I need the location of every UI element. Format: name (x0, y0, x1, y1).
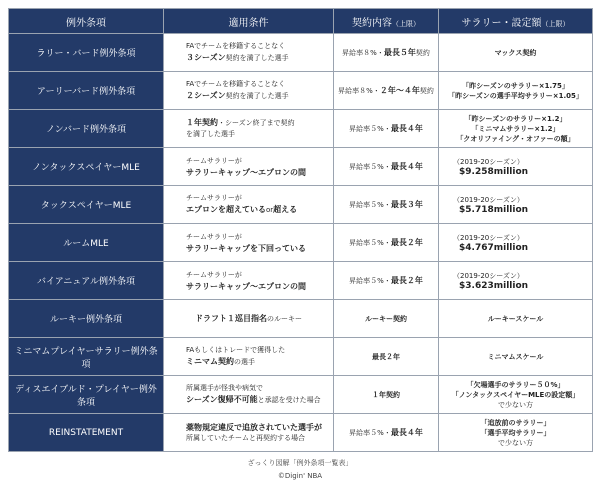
condition-line (186, 52, 330, 64)
condition-emphasis: ３シーズン (186, 53, 226, 62)
salary-line: 「欠場選手のサラリー５０%」 (466, 380, 565, 389)
salary-cell: マックス契約 (439, 34, 593, 72)
header-contract-note: （上限） (392, 19, 420, 28)
contract-cell (334, 72, 439, 110)
contract-cell (334, 34, 439, 72)
condition-emphasis: １年契約 (186, 118, 218, 127)
salary-amount: $4.767million (459, 242, 529, 253)
exception-name: ディスエイブルド・プレイヤー例外条項 (9, 376, 164, 414)
condition-cell (164, 34, 334, 72)
condition-cell (164, 300, 334, 338)
table-row (9, 338, 593, 376)
condition-cell (164, 72, 334, 110)
salary-line: 「選手平均サラリー」 (480, 428, 551, 437)
condition-line (186, 90, 330, 102)
exception-name: ルーキー例外条項 (9, 300, 164, 338)
salary-line: 「クオリファイング・オファーの額」 (456, 134, 575, 143)
exception-name: タックスペイヤーMLE (9, 186, 164, 224)
contract-text: 昇給率５%・ (349, 429, 391, 437)
condition-line: チームサラリーが (186, 156, 242, 165)
salary-cell: ミニマムスケール (439, 338, 593, 376)
contract-cell (334, 148, 439, 186)
exception-name: ラリー・バード例外条項 (9, 34, 164, 72)
contract-emphasis: 最長４年 (390, 428, 423, 437)
condition-text: のルーキー (267, 314, 302, 323)
header-exception-label: 例外条項 (66, 17, 106, 29)
table-row (9, 72, 593, 110)
footer-credit: ©Digin' NBA (277, 472, 323, 480)
exception-name: ノンバード例外条項 (9, 110, 164, 148)
condition-cell (164, 110, 334, 148)
contract-cell (334, 110, 439, 148)
condition-emphasis: サラリーキャップ〜エプロンの間 (186, 167, 306, 177)
salary-cell (439, 224, 593, 262)
exception-name: バイアニュアル例外条項 (9, 262, 164, 300)
contract-cell (334, 224, 439, 262)
condition-text: 契約を満了した選手 (225, 54, 289, 62)
condition-cell (164, 376, 334, 414)
header-contract-label: 契約内容 (352, 17, 392, 29)
salary-cell (439, 186, 593, 224)
condition-line: FAでチームを移籍することなく (186, 80, 286, 88)
condition-emphasis: シーズン復帰不可能 (186, 395, 258, 404)
condition-line: チームサラリーが (186, 270, 242, 279)
salary-cell (439, 414, 593, 452)
contract-cell (334, 262, 439, 300)
condition-line: 所属していたチームと再契約する場合 (186, 433, 305, 442)
salary-cell (439, 376, 593, 414)
condition-cell (164, 414, 334, 452)
condition-line (186, 204, 330, 216)
condition-line (186, 117, 330, 129)
salary-cell (439, 262, 593, 300)
condition-text: 契約を満了した選手 (225, 92, 289, 100)
table-row (9, 34, 593, 72)
contract-emphasis: 最長３年 (390, 200, 423, 209)
condition-line: FAもしくはトレードで獲得した (186, 346, 286, 354)
contract-text: 昇給率５%・ (349, 277, 391, 285)
table-row (9, 300, 593, 338)
contract-emphasis: 最長４年 (390, 124, 423, 133)
header-row (9, 9, 593, 34)
condition-emphasis: サラリーキャップ〜エプロンの間 (186, 281, 306, 291)
header-condition-label: 適用条件 (228, 17, 269, 29)
salary-line: 「昨シーズンの選手平均サラリー×1.05」 (448, 91, 583, 100)
condition-line: チームサラリーが (186, 194, 242, 202)
contract-text: 昇給率５%・ (349, 125, 391, 133)
contract-text: 昇給率８%・ (342, 49, 384, 57)
salary-line: 「追放前のサラリー」 (480, 418, 551, 427)
table-row (9, 148, 593, 186)
condition-line: FAでチームを移籍することなく (186, 42, 286, 50)
contract-cell (334, 186, 439, 224)
condition-cell (164, 186, 334, 224)
salary-season: （2019-20シーズン） (453, 233, 524, 242)
condition-emphasis: サラリーキャップを下回っている (186, 243, 306, 253)
condition-line: チームサラリーが (186, 232, 242, 241)
footer-caption: ざっくり図解「例外条項一覧表」 (247, 459, 353, 467)
header-contract (334, 9, 439, 34)
salary-line: 「昨シーズンのサラリー×1.2」 (464, 114, 567, 123)
header-exception (9, 9, 164, 34)
contract-cell: 最長２年 (334, 338, 439, 376)
condition-line: 所属選手が怪我や病気で (186, 384, 263, 392)
condition-line: を満了した選手 (186, 130, 235, 138)
table-row (9, 262, 593, 300)
salary-amount: $5.718million (459, 204, 529, 215)
table-row (9, 110, 593, 148)
condition-line (186, 394, 330, 406)
condition-cell (164, 224, 334, 262)
condition-text: or (266, 206, 274, 214)
contract-cell: ルーキー契約 (334, 300, 439, 338)
condition-emphasis: ドラフト１巡目指名 (195, 313, 267, 323)
condition-emphasis: ミニマム契約 (186, 357, 234, 366)
salary-line: 「昨シーズンのサラリー×1.75」 (462, 81, 569, 90)
table-row (9, 186, 593, 224)
salary-cell (439, 148, 593, 186)
header-condition (164, 9, 334, 34)
contract-text: 昇給率５%・ (349, 239, 391, 247)
condition-text: と承認を受けた場合 (257, 396, 321, 404)
salary-cell: ルーキースケール (439, 300, 593, 338)
header-salary-note: （上限） (541, 19, 570, 28)
salary-note: で少ない方 (498, 438, 533, 447)
contract-text-suffix: 契約 (415, 49, 430, 57)
exception-name: ルームMLE (9, 224, 164, 262)
salary-line: 「ミニマムサラリー×1.2」 (471, 124, 560, 133)
contract-text: 昇給率８%・ (338, 87, 380, 95)
condition-cell (164, 338, 334, 376)
exception-name: ノンタックスペイヤーMLE (9, 148, 164, 186)
header-salary-label: サラリー・設定額 (461, 17, 542, 29)
salary-season: （2019-20シーズン） (453, 157, 524, 166)
table-row (9, 376, 593, 414)
condition-emphasis: ２シーズン (186, 91, 226, 100)
condition-cell (164, 148, 334, 186)
contract-emphasis: 最長４年 (390, 162, 423, 171)
contract-cell (334, 414, 439, 452)
header-salary (439, 9, 593, 34)
condition-text: の選手 (234, 358, 255, 366)
salary-season: （2019-20シーズン） (453, 195, 524, 204)
salary-cell (439, 110, 593, 148)
table-row (9, 414, 593, 452)
salary-line: 「ノンタックスペイヤーMLEの設定額」 (451, 390, 580, 399)
salary-amount: $3.623million (459, 280, 529, 291)
salary-season: （2019-20シーズン） (453, 271, 524, 280)
contract-emphasis: ２年〜４年 (379, 86, 420, 95)
condition-emphasis: 超える (273, 205, 298, 214)
condition-emphasis: 薬物規定違反で追放されていた選手が (186, 422, 322, 432)
exception-name: アーリーバード例外条項 (9, 72, 164, 110)
contract-cell: １年契約 (334, 376, 439, 414)
exception-name: REINSTATEMENT (9, 414, 164, 452)
contract-text: 昇給率５%・ (349, 201, 391, 209)
condition-text: ・シーズン終了まで契約 (218, 119, 295, 127)
contract-emphasis: 最長５年 (383, 48, 416, 57)
contract-text: 昇給率５%・ (349, 163, 391, 171)
condition-line (186, 356, 330, 368)
salary-cell (439, 72, 593, 110)
contract-text-suffix: 契約 (419, 87, 434, 95)
condition-emphasis: エプロンを超えている (186, 205, 266, 214)
table-row (9, 224, 593, 262)
contract-emphasis: 最長２年 (390, 238, 423, 247)
exceptions-table (8, 8, 593, 452)
condition-cell (164, 262, 334, 300)
contract-emphasis: 最長２年 (390, 276, 423, 285)
exception-name: ミニマムプレイヤーサラリー例外条項 (9, 338, 164, 376)
salary-amount: $9.258million (459, 166, 529, 177)
salary-note: で少ない方 (498, 400, 533, 409)
